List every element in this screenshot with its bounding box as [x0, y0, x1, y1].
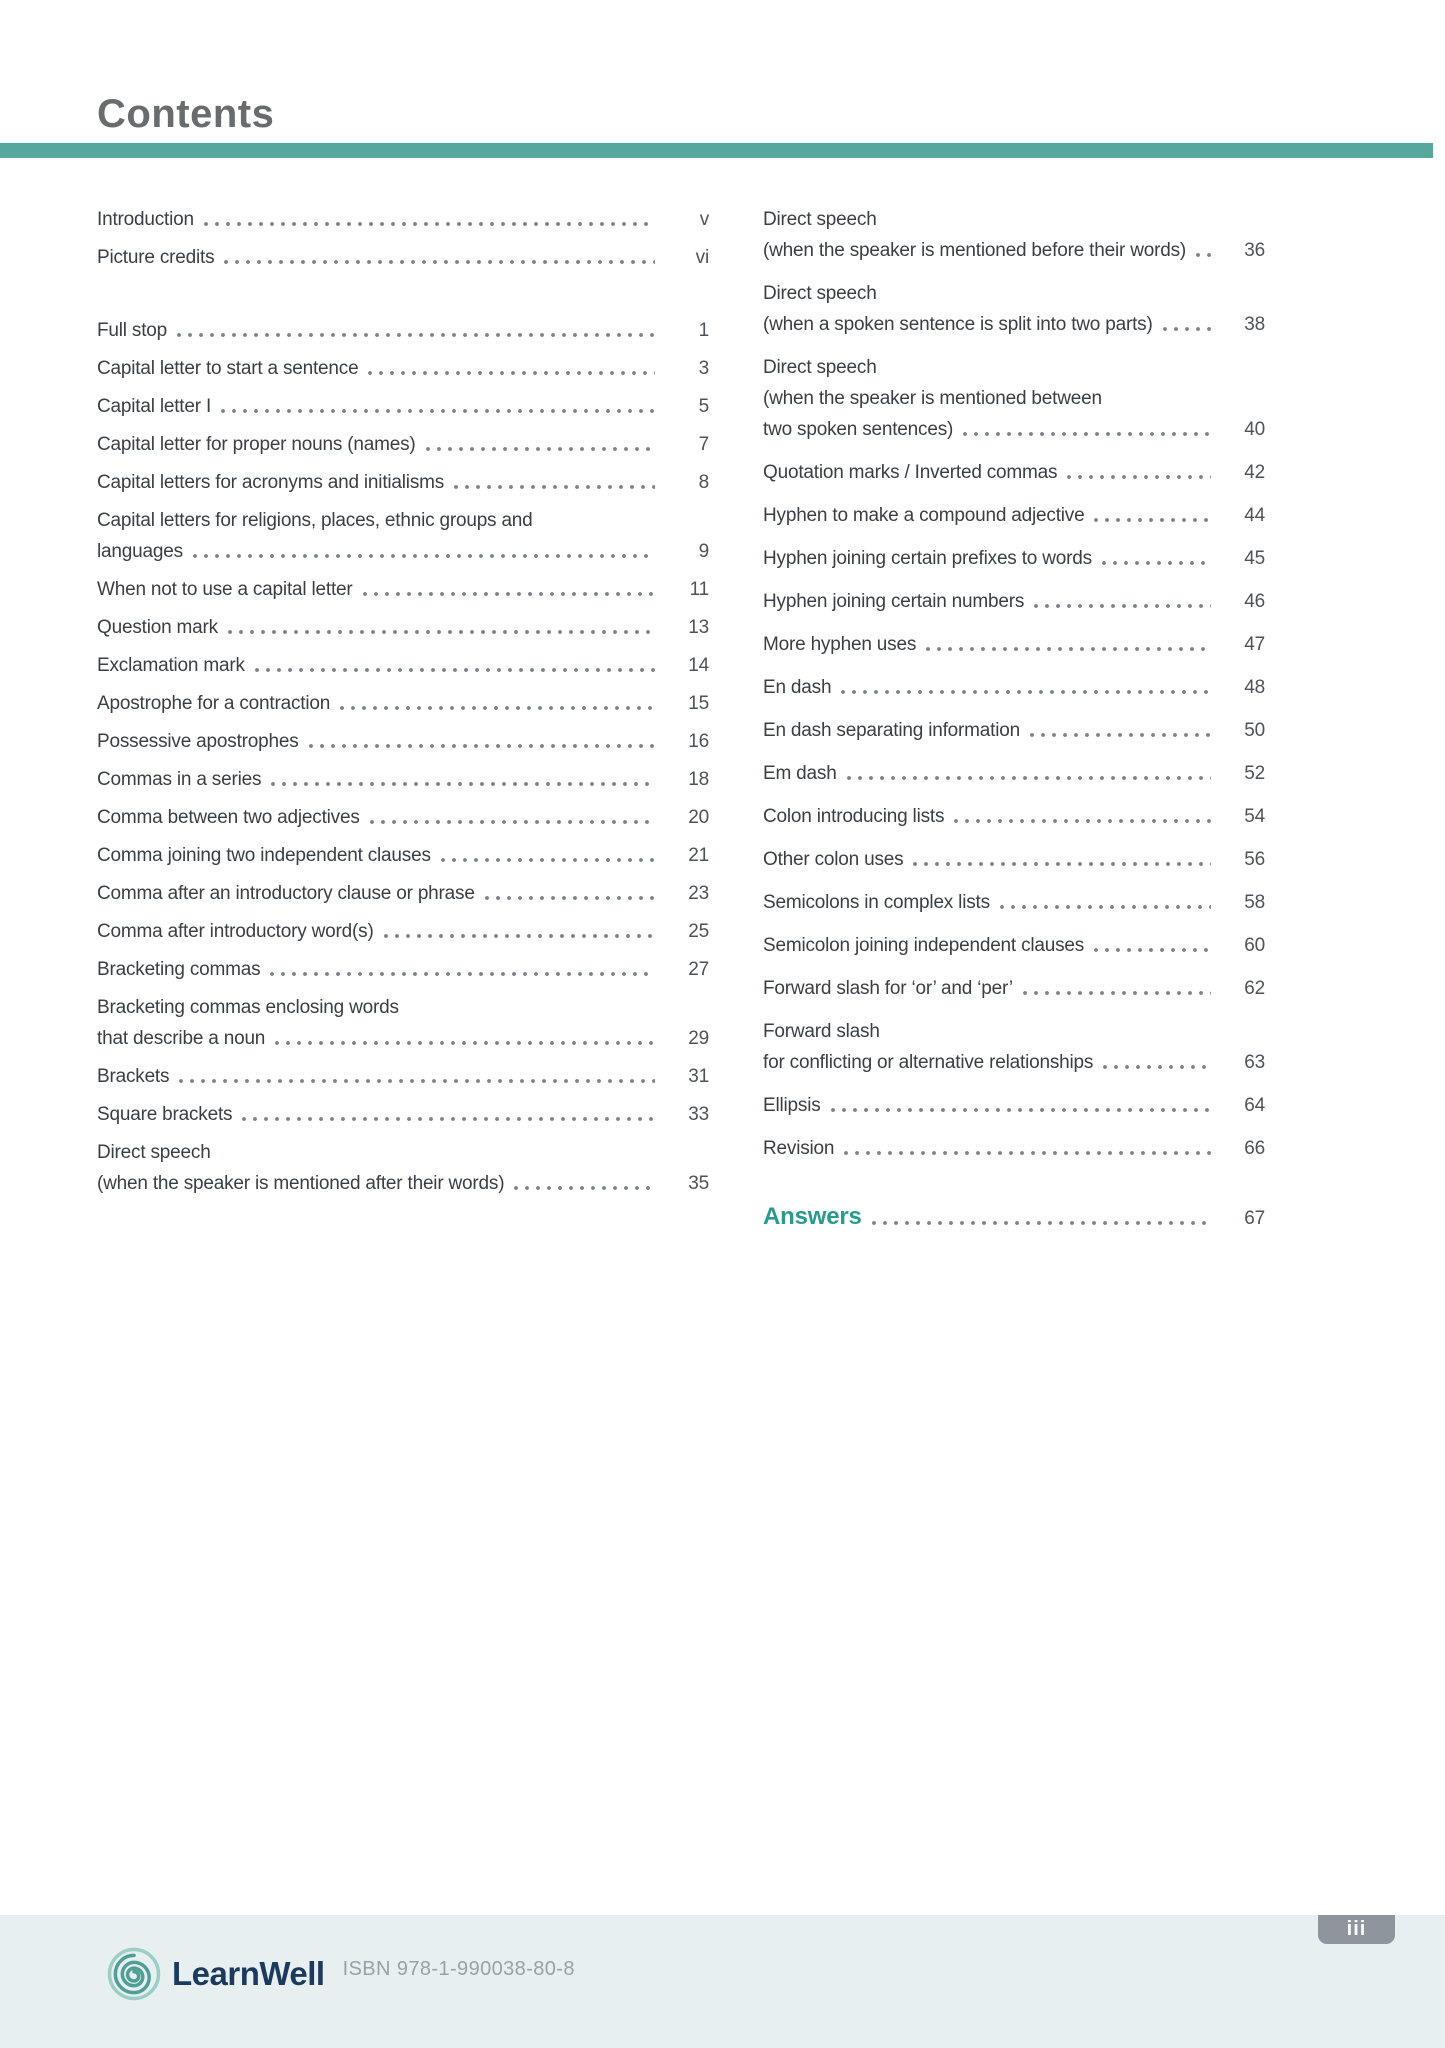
- page-number: 38: [1244, 314, 1265, 335]
- page-number: 7: [698, 434, 709, 455]
- toc-entry-row: [763, 887, 1265, 918]
- toc-entry-label: Answers: [763, 1203, 862, 1230]
- page-number: 5: [698, 396, 709, 417]
- toc-entry-label: Forward slash for ‘or’ and ‘per’: [763, 978, 1013, 999]
- page-number: 20: [688, 807, 709, 828]
- toc-entry-label: En dash: [763, 677, 832, 698]
- dot-leader: [841, 689, 1211, 695]
- toc-entry: [763, 715, 1265, 746]
- toc-entry: [763, 543, 1265, 574]
- toc-entry-row: [97, 802, 709, 833]
- toc-entry-row: [97, 688, 709, 719]
- page-number: 63: [1244, 1052, 1265, 1073]
- toc-entry-label: for conflicting or alternative relationships: [763, 1052, 1094, 1073]
- toc-entry: [97, 840, 709, 871]
- toc-entry-row: [97, 954, 709, 985]
- isbn-text: ISBN 978-1-990038-80-8: [342, 1957, 575, 1980]
- toc-entry-row: [763, 715, 1265, 746]
- page-number: 27: [688, 959, 709, 980]
- toc-entry-label: Hyphen joining certain numbers: [763, 591, 1025, 612]
- page-number: 13: [688, 617, 709, 638]
- toc-entry-label: languages: [97, 541, 183, 562]
- page-number: 48: [1244, 677, 1265, 698]
- toc-entry-row: [763, 235, 1265, 266]
- page-number: 14: [688, 655, 709, 676]
- toc-entry-label: Capital letters for acronyms and initialisms: [97, 472, 445, 493]
- toc-entry: [97, 315, 709, 346]
- page-number: 21: [688, 845, 709, 866]
- toc-entry-label: Full stop: [97, 320, 168, 341]
- dot-leader: [1034, 603, 1211, 609]
- dot-leader: [954, 818, 1211, 824]
- toc-entry-line: Direct speech: [763, 283, 877, 304]
- toc-entry-label: Comma after introductory word(s): [97, 921, 374, 942]
- toc-entry: [97, 802, 709, 833]
- toc-entry-line: (when the speaker is mentioned between: [763, 388, 1102, 409]
- toc-entry-line: Capital letters for religions, places, ethnic groups and: [97, 510, 533, 531]
- page-number: 23: [688, 883, 709, 904]
- dot-leader: [831, 1107, 1211, 1113]
- toc-entry-row: [763, 801, 1265, 832]
- toc-entry-row: [763, 457, 1265, 488]
- page-number: 58: [1244, 892, 1265, 913]
- page-number: 62: [1244, 978, 1265, 999]
- toc-entry-label: (when a spoken sentence is split into two parts): [763, 314, 1153, 335]
- page-number: 44: [1244, 505, 1265, 526]
- toc-entry: [97, 1137, 709, 1199]
- toc-entry-line: Bracketing commas enclosing words: [97, 997, 399, 1018]
- dot-leader: [1000, 904, 1211, 910]
- toc-entry-row: [97, 1023, 709, 1054]
- page-number: 31: [688, 1066, 709, 1087]
- toc-entry: [763, 500, 1265, 531]
- toc-entry-row: [97, 1168, 709, 1199]
- toc-entry-row: [97, 536, 709, 567]
- dot-leader: [1102, 560, 1211, 566]
- toc-entry-row: [763, 1047, 1265, 1078]
- toc-entry: [97, 764, 709, 795]
- toc-entry: [97, 429, 709, 460]
- toc-entry: [97, 878, 709, 909]
- page-number: 15: [688, 693, 709, 714]
- page-number: 64: [1244, 1095, 1265, 1116]
- toc-entry-row: [97, 242, 709, 273]
- toc-entry-label: Exclamation mark: [97, 655, 245, 676]
- toc-column-right: [763, 204, 1265, 1246]
- toc-entry: [97, 612, 709, 643]
- toc-entry: [763, 844, 1265, 875]
- dot-leader: [270, 971, 655, 977]
- dot-leader: [242, 1116, 655, 1122]
- toc-entry: [763, 586, 1265, 617]
- dot-leader: [514, 1185, 655, 1191]
- toc-entry-row: [97, 353, 709, 384]
- toc-entry-label: En dash separating information: [763, 720, 1020, 741]
- toc-entry-row: [763, 973, 1265, 1004]
- toc-entry-label: Semicolon joining independent clauses: [763, 935, 1085, 956]
- swirl-icon: [106, 1946, 162, 2002]
- dot-leader: [177, 332, 655, 338]
- toc-entry: [97, 242, 709, 273]
- dot-leader: [847, 775, 1211, 781]
- page-number: 67: [1244, 1208, 1265, 1229]
- dot-leader: [1030, 732, 1211, 738]
- dot-leader: [441, 857, 655, 863]
- toc-entry-line: Direct speech: [763, 209, 877, 230]
- page-number: 60: [1244, 935, 1265, 956]
- dot-leader: [1094, 947, 1211, 953]
- toc-entry-row: [97, 1061, 709, 1092]
- dot-leader: [204, 221, 655, 227]
- toc-entry-label: Colon introducing lists: [763, 806, 945, 827]
- page-number: 9: [698, 541, 709, 562]
- dot-leader: [271, 781, 655, 787]
- toc-entry-row: [763, 414, 1265, 445]
- dot-leader: [228, 629, 655, 635]
- accent-bar: [0, 143, 1433, 158]
- toc-entry-row: [763, 672, 1265, 703]
- dot-leader: [963, 431, 1211, 437]
- toc-entry-row: [97, 1099, 709, 1130]
- toc-entry-label: When not to use a capital letter: [97, 579, 353, 600]
- dot-leader: [340, 705, 655, 711]
- toc-entry-label: that describe a noun: [97, 1028, 266, 1049]
- dot-leader: [193, 553, 655, 559]
- toc-entry: [763, 801, 1265, 832]
- toc-entry-row: [97, 315, 709, 346]
- toc-entry: [97, 688, 709, 719]
- toc-entry-line: Forward slash: [763, 1021, 880, 1042]
- toc-entry: [97, 574, 709, 605]
- page-number: 1: [698, 320, 709, 341]
- page-number: 47: [1244, 634, 1265, 655]
- toc-entry-row: [763, 930, 1265, 961]
- page-number: 56: [1244, 849, 1265, 870]
- brand-name: LearnWell: [172, 1955, 325, 1992]
- page-number: 35: [688, 1173, 709, 1194]
- dot-leader: [368, 370, 655, 376]
- page-number: 66: [1244, 1138, 1265, 1159]
- toc-entry: [97, 1099, 709, 1130]
- toc-entry-row: [763, 1133, 1265, 1164]
- toc-entry: [763, 758, 1265, 789]
- toc-entry-label: Bracketing commas: [97, 959, 261, 980]
- toc-entry: [763, 887, 1265, 918]
- toc-entry: [763, 278, 1265, 340]
- page-number: 42: [1244, 462, 1265, 483]
- dot-leader: [913, 861, 1211, 867]
- toc-entry-line: Direct speech: [763, 357, 877, 378]
- toc-entry: [97, 391, 709, 422]
- toc-entry: [763, 204, 1265, 266]
- toc-entry-row: [97, 429, 709, 460]
- toc-entry-row: [97, 467, 709, 498]
- toc-entry-row: [97, 878, 709, 909]
- toc-entry-row: [763, 844, 1265, 875]
- toc-entry-label: Commas in a series: [97, 769, 262, 790]
- page-number-badge: iii: [1318, 1915, 1395, 1944]
- page-number: 52: [1244, 763, 1265, 784]
- toc-entry-row: [97, 204, 709, 235]
- toc-entry-label: (when the speaker is mentioned after their words): [97, 1173, 505, 1194]
- toc-entry: [97, 916, 709, 947]
- page-number: 36: [1244, 240, 1265, 261]
- toc-entry-label: Picture credits: [97, 247, 215, 268]
- dot-leader: [179, 1078, 655, 1084]
- toc-entry-label: Possessive apostrophes: [97, 731, 299, 752]
- toc-entry-answers: [763, 1201, 1265, 1234]
- toc-entry-row: [97, 612, 709, 643]
- toc-entry: [763, 457, 1265, 488]
- toc-entry-label: Capital letter to start a sentence: [97, 358, 359, 379]
- page-number: 8: [698, 472, 709, 493]
- toc-entry-label: Hyphen to make a compound adjective: [763, 505, 1085, 526]
- toc-entry: [97, 726, 709, 757]
- dot-leader: [1023, 990, 1211, 996]
- toc-entry-row: [763, 1090, 1265, 1121]
- toc-entry: [763, 1133, 1265, 1164]
- page-number: vi: [695, 247, 709, 268]
- toc-entry-label: Ellipsis: [763, 1095, 821, 1116]
- toc-entry: [97, 353, 709, 384]
- page-number: 45: [1244, 548, 1265, 569]
- toc-entry-label: Quotation marks / Inverted commas: [763, 462, 1058, 483]
- dot-leader: [1163, 326, 1211, 332]
- toc-entry: [97, 204, 709, 235]
- toc-entry-label: Brackets: [97, 1066, 170, 1087]
- toc-entry-label: Capital letter I: [97, 396, 212, 417]
- toc-entry-label: Square brackets: [97, 1104, 233, 1125]
- toc-entry-label: Introduction: [97, 209, 194, 230]
- dot-leader: [872, 1220, 1211, 1226]
- toc-entry-row: [763, 309, 1265, 340]
- page-number: v: [699, 209, 709, 230]
- page-title: Contents: [97, 92, 275, 136]
- toc-entry-row: [97, 574, 709, 605]
- dot-leader: [454, 484, 655, 490]
- toc-entry-row: [97, 764, 709, 795]
- dot-leader: [1103, 1064, 1211, 1070]
- toc-entry-label: Capital letter for proper nouns (names): [97, 434, 416, 455]
- toc-entry-row: [97, 840, 709, 871]
- dot-leader: [384, 933, 655, 939]
- toc-entry-row: [763, 758, 1265, 789]
- toc-entry: [763, 930, 1265, 961]
- dot-leader: [255, 667, 655, 673]
- page-number: 3: [698, 358, 709, 379]
- toc-entry-label: Other colon uses: [763, 849, 904, 870]
- brand-logo: [106, 1946, 575, 2002]
- toc-column-left: [97, 204, 709, 1246]
- toc-entry: [97, 954, 709, 985]
- toc-entry-label: Semicolons in complex lists: [763, 892, 990, 913]
- toc-entry: [97, 650, 709, 681]
- toc-entry-row: [97, 916, 709, 947]
- page-number: 18: [688, 769, 709, 790]
- dot-leader: [926, 646, 1211, 652]
- page-number: 25: [688, 921, 709, 942]
- toc-entry: [97, 992, 709, 1054]
- dot-leader: [309, 743, 655, 749]
- page-number: 46: [1244, 591, 1265, 612]
- toc-entry-line: Direct speech: [97, 1142, 211, 1163]
- page-number: 33: [688, 1104, 709, 1125]
- toc-entry-row: [97, 391, 709, 422]
- toc-entry-label: Hyphen joining certain prefixes to words: [763, 548, 1092, 569]
- toc-entry-label: (when the speaker is mentioned before their words): [763, 240, 1187, 261]
- toc-entry: [763, 672, 1265, 703]
- dot-leader: [370, 819, 655, 825]
- toc-entry-label: Comma joining two independent clauses: [97, 845, 431, 866]
- toc-entry: [97, 467, 709, 498]
- page-number: 16: [688, 731, 709, 752]
- dot-leader: [844, 1150, 1211, 1156]
- toc-entry-row: [97, 650, 709, 681]
- toc-entry-label: two spoken sentences): [763, 419, 954, 440]
- toc-entry: [97, 1061, 709, 1092]
- page-number: 29: [688, 1028, 709, 1049]
- toc-entry-label: More hyphen uses: [763, 634, 917, 655]
- toc-entry: [763, 1016, 1265, 1078]
- dot-leader: [275, 1040, 655, 1046]
- page-number: 54: [1244, 806, 1265, 827]
- toc-entry-label: Em dash: [763, 763, 837, 784]
- dot-leader: [221, 408, 655, 414]
- table-of-contents: [97, 204, 1265, 1246]
- toc-entry-row: [97, 726, 709, 757]
- toc-entry-row: [763, 543, 1265, 574]
- toc-entry: [763, 352, 1265, 445]
- page-number: 11: [689, 579, 709, 600]
- dot-leader: [485, 895, 655, 901]
- toc-entry-row: [763, 586, 1265, 617]
- dot-leader: [224, 259, 655, 265]
- toc-entry-row: [763, 500, 1265, 531]
- toc-entry: [97, 505, 709, 567]
- page-number: 50: [1244, 720, 1265, 741]
- toc-entry-row: [763, 1201, 1265, 1234]
- dot-leader: [426, 446, 655, 452]
- toc-entry-label: Question mark: [97, 617, 218, 638]
- dot-leader: [1094, 517, 1211, 523]
- toc-entry: [763, 629, 1265, 660]
- dot-leader: [1196, 252, 1211, 258]
- toc-entry-label: Revision: [763, 1138, 835, 1159]
- page-number: 40: [1244, 419, 1265, 440]
- toc-entry: [763, 1090, 1265, 1121]
- toc-entry-label: Apostrophe for a contraction: [97, 693, 331, 714]
- toc-entry-row: [763, 629, 1265, 660]
- toc-entry: [763, 973, 1265, 1004]
- dot-leader: [363, 591, 655, 597]
- toc-entry-label: Comma after an introductory clause or phrase: [97, 883, 475, 904]
- dot-leader: [1067, 474, 1211, 480]
- toc-entry-label: Comma between two adjectives: [97, 807, 360, 828]
